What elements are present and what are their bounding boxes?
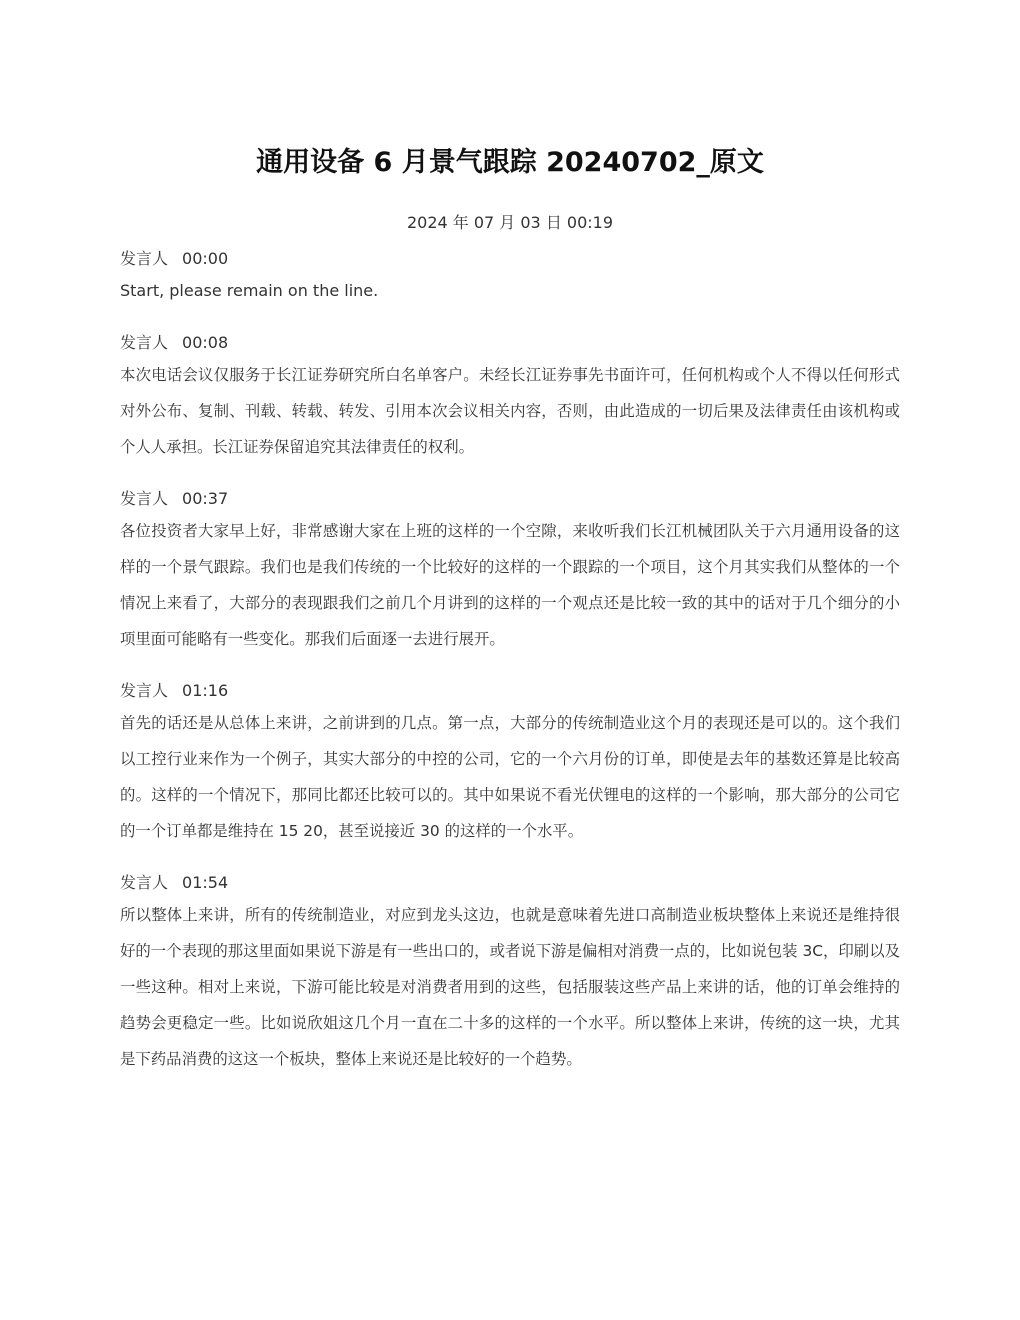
speaker-name: 发言人 [120,333,169,352]
transcript-section [120,487,900,657]
speaker-timestamp: 00:00 [182,249,229,268]
speaker-timestamp: 01:16 [182,681,229,700]
speaker-line [120,331,900,355]
speaker-line [120,871,900,895]
transcript-paragraph: 本次电话会议仅服务于长江证券研究所白名单客户。未经长江证券事先书面许可，任何机构或个人不得以任何形式对外公布、复制、刊载、转载、转发、引用本次会议相关内容，否则，由此造成的一切后果及法律责任由该机构或个人人承担。长江证券保留追究其法律责任的权利。 [120,366,900,456]
speaker-timestamp: 00:37 [182,489,229,508]
speaker-line [120,247,900,271]
speaker-timestamp: 01:54 [182,873,229,892]
speaker-line [120,679,900,703]
speaker-name: 发言人 [120,873,169,892]
transcript-paragraph: 首先的话还是从总体上来讲，之前讲到的几点。第一点，大部分的传统制造业这个月的表现还是可以的。这个我们以工控行业来作为一个例子，其实大部分的中控的公司，它的一个六月份的订单，即使是去年的基数还算是比较高的。这样的一个情况下，那同比都还比较可以的。其中如果说不看光伏锂电的这样的一个影响，那大部分的公司它的一个订单都是维持在 15 20，甚至说接近 30 的这样的一个水平。 [120,714,900,840]
speaker-timestamp: 00:08 [182,333,229,352]
speaker-name: 发言人 [120,489,169,508]
transcript-section [120,331,900,465]
transcript-section [120,679,900,849]
transcript-section [120,871,900,1077]
speaker-line [120,487,900,511]
transcript [120,247,900,1099]
document-date: 2024 年 07 月 03 日 00:19 [406,213,614,232]
transcript-paragraph: 所以整体上来讲，所有的传统制造业，对应到龙头这边，也就是意味着先进口高制造业板块整体上来说还是维持很好的一个表现的那这里面如果说下游是有一些出口的，或者说下游是偏相对消费一点的，比如说包装 3C，印刷以及一些这种。相对上来说，下游可能比较是对消费者用到的这些，包括服装这些产品上来讲的话，他的订单会维持的趋势会更稳定一些。比如说欣姐这几个月一直在二十多的这样的一个水平。所以整体上来讲，传统的这一块，尤其是下药品消费的这这一个板块，整体上来说还是比较好的一个趋势。 [120,906,900,1068]
transcript-paragraph: 各位投资者大家早上好，非常感谢大家在上班的这样的一个空隙，来收听我们长江机械团队关于六月通用设备的这样的一个景气跟踪。我们也是我们传统的一个比较好的这样的一个跟踪的一个项目，这个月其实我们从整体的一个情况上来看了，大部分的表现跟我们之前几个月讲到的这样的一个观点还是比较一致的其中的话对于几个细分的小项里面可能略有一些变化。那我们后面逐一去进行展开。 [120,522,900,648]
speaker-name: 发言人 [120,681,169,700]
speaker-name: 发言人 [120,249,169,268]
transcript-paragraph: Start, please remain on the line. [120,281,379,300]
document-title: 通用设备 6 月景气跟踪 20240702_原文 [256,147,764,178]
transcript-section [120,247,900,309]
